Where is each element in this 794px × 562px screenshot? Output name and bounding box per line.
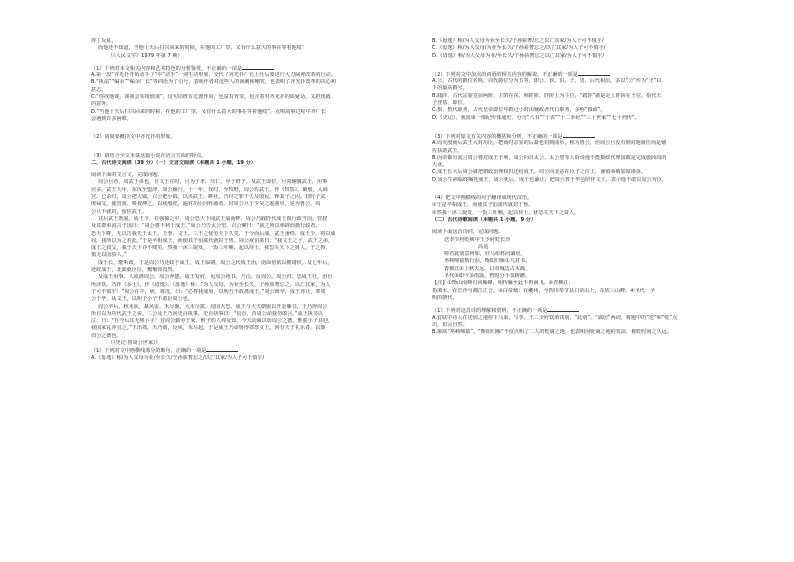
option-a: A.首联中诗人在送别之地停下马来，与李、王二少府饮酒饯别，“此别”、“谪居”两词，将题中的“送”和“贬”点	[432, 314, 678, 321]
poem-line: 圣代③即今多雨露，暂时分手莫踌躇。	[444, 273, 531, 280]
right-column	[432, 38, 762, 336]
passage-line: 公旦不就封，留佐武王。	[91, 208, 148, 215]
option-b-cont: 意志。	[91, 86, 107, 93]
passage-line: 所淫佚，乃作《多士》，作《毋逸》。《毋逸》称：“为人父母，为业至长久，子孙骄奢忘之，以亡其家，为人	[91, 281, 331, 288]
question-2-2: （2）下列对文中加点的词语的相关内容的解说，不正确的一项是	[432, 71, 762, 78]
passage-line: 还政成王，北面就臣位，匔匔如畏然。	[91, 267, 178, 274]
translate-sentence-2: ②然我一沐三捉发，一饭三吐哺，起以待士，犹恐失天下之贤人。	[432, 209, 580, 216]
passage-line: 宫。已杀纣，周公把大钺，召公把小钺，以夹武王，衅社，告纣之罪于天及殷民。释箕子之囚。封纣子武	[91, 194, 326, 201]
source-citation: （《史记·鲁周公世家》）	[108, 339, 161, 346]
passage-line: 慎无以国骄人。”	[91, 252, 127, 259]
passage-line: 周公之德也。	[91, 332, 122, 339]
option-c-cont: 的意外。	[91, 101, 112, 108]
poem-line: 巫峡啼猿数行泪，衡阳归雁①几封书。	[444, 258, 531, 265]
option-b: B.践阼，古代宗庙堂前两阶，主阶在东，称阼阶，阼阶上为主位，“践阼”就是走上阼阶在王位，指代天	[432, 92, 662, 99]
option-c: C.成王长大后周公就把朝政治理权归还给成王，周公向北站在臣子之位上，谨慎恭敬加度谨诉。	[432, 169, 647, 176]
poem-note: 【注】①衡山南峰有回雁峰，相传雁至此不再南飞。②青枫江：	[432, 280, 574, 287]
passage-line: 及其群弟流言于国曰：“周公将不利于成王。”周公乃告太公望、召公奭曰：“我之所以弗辟而摄行政者，	[91, 223, 321, 230]
text-line: 得了反证。	[91, 38, 117, 44]
option-a-cont: 下的最高爵号。	[432, 85, 468, 92]
question-3: （3）请结合全文本谈这篇小说在语言方面的特点。	[91, 152, 207, 159]
passage-line: 周公卒后，秋未获，暴风雷，禾尽偃，大木尽拔。周国大恐。成王与大夫朝服以开金縢书，王乃得周公	[98, 303, 328, 310]
option-b-cont: 子登基，即位。	[432, 100, 468, 107]
reading-instruction: 阅读下面这首诗词，完成问题。	[432, 229, 504, 236]
option-a-cont: 出，扣灵自然。	[432, 321, 468, 328]
section-heading: （二）古代诗歌阅读（本题共 1 小题，9 分）	[432, 216, 537, 223]
poem-note-cont: 指浏水，在长沙与湘江汇合。③白帝城：在夔州，今四川奉节县白帝山上，东依三山峰。④圣代：圣	[432, 287, 656, 294]
option-d: D.《史记》，我国第一部纪传体通史，分为“八书”“十表”“十二本纪”“三十世家”“七十列传”。	[432, 114, 640, 121]
answer-blank	[578, 71, 610, 76]
question-2-1: （1）下列对文中画横线部分的断句，正确的一项是	[91, 347, 421, 354]
question-2-3: （3）下列对原文有关内容的概括和分析，不正确的一项是	[432, 133, 762, 140]
option-a: A.周灭殷商后武王大封功臣，把商纣宗室的后裔也封到曲阜，称为鲁公，但周公旦没有到封地就任而是辅	[432, 140, 667, 147]
question-3-1: （1）下列对这首诗的理解和赏析，不正确的一项是	[432, 307, 762, 314]
passage-line: 我国家礼亦宜之。”王出郊，天乃雨，反风，禾尽起。于是成王乃命鲁得郊祭文王。鲁有天子礼乐者，以褒	[91, 325, 326, 332]
section-heading: 二、古代诗文阅读（39 分）（一）文言文阅读（本题共 1 小题，19 分）	[91, 159, 256, 166]
option-c: C.《毋逸》称/为人父母/为业至长久/子孙骄奢忘之/以亡其家/为人子可不慎乎/	[432, 45, 606, 52]
passage-line: 周公旦者，周武王弟也。自文王在时，旦为子孝，笃仁，异于群子。及武王即位，旦常辅翼武王，用事	[98, 179, 328, 186]
option-b-cont: 大业。	[432, 162, 448, 169]
question-1: （1）下列对本文相关内容和艺术特色的分析鉴赏，不正确的一项是	[91, 65, 421, 72]
question-2: （2）请简要概括文中齐光扑的形象。	[91, 134, 176, 141]
answer-blank	[242, 65, 274, 70]
option-b: B.颔联“巫峡啼猿”、“衡阳归雁”不仅点明了二人的贬谪之地，也表明因贬谪之地的荒凉，被贬时间之久远。	[432, 329, 672, 336]
passage-line: 居多。武王九年，东伐至盟津，周公辅行。十一年，伐纣，至牧野，周公佐武王，作《牧誓》。破殷，入商	[91, 186, 328, 193]
question-2-4: （4）把文中画横线的句子翻译成现代汉语。	[432, 195, 533, 202]
poem-line: 嗟君此别意何如，驻马衔杯问谪居。	[444, 251, 526, 258]
answer-blank	[563, 133, 595, 138]
option-d: D.《毋逸》称/为人父母为业/至长久/子孙骄奢忘之以亡其家/为人子可不慎乎/	[432, 52, 605, 59]
option-a-cont: 佐扶助武王。	[432, 147, 463, 154]
option-b: B.“执法”“编余”“编余厂长”等词语为了引号，表明作者对这些人的讽刺和嘲笑，也表明了齐光扑改革的决心和	[91, 79, 337, 86]
passage-line: 恐天下畔，无以告我先王太王、王季、文王。三王之忧劳天下久矣，于今而后成。武王蚤终，成王少，将以成	[91, 230, 336, 237]
option-a: A.公，古代的爵位名称，周代爵位分为五等，即公、侯、伯、子、男，后代相沿，多以“公”作为“王”以	[432, 78, 662, 85]
option-d: D.“当他十天后扫兴回来的时候，在他的工厂里，又有什么意大的事在等着他哎”，点明故事过程中齐厂长	[91, 108, 326, 115]
passage-line: 泣，曰：“自今后其无缪卜乎！昔周公勤劳王家，惟予幼人弗及知。今天动威以彰周公之德，惟朕小子其迎，	[91, 318, 334, 325]
passage-line: 其后武王既崩，成王少，在强葆之中。周公恐天下闻武王崩而畔，周公乃践阼代成王摄行政当国。管叔	[98, 215, 328, 222]
text-line: 而他还不知道，当他十天后扫兴回来的时候，在他的工厂里，又有什么意大的事在等着他哎！	[98, 45, 307, 52]
option-c: C.“你找他谈，谈我会实现谁谈”，这句话既有过渡作用，也富有胃里，包含着对齐光扑的质疑话，又担忧敌	[91, 94, 331, 101]
poem-title: 送李少府贬峡中王少府贬长沙	[444, 236, 511, 243]
option-b: B.《毋逸》称/为人父母为业至长久/子孙骄奢/忘之以亡其家/为人子可不慎乎/	[432, 38, 604, 44]
passage-line: 公于毕，从文王，以明予小子不敢臣周公也。	[91, 296, 193, 303]
source-citation: （《人民文学》1979 年第 7 期）	[108, 52, 183, 59]
option-c: C.摄，暂代职务，古代皇帝即位年龄过小时由辅政者代行职务，多称“摄政”。	[432, 107, 606, 114]
answer-blank	[547, 307, 579, 312]
passage-line: 成王长，能听政。于是周公乃还政于成王，成王临朝。周公之代成王治，南面倍依以朝诸侯。及七年后，	[98, 259, 333, 266]
passage-line: 子可不慎乎！”周公在丰，病，将没，曰：“必葬我成周，以明吾不敢离成王。”周公既卒，成王亦让，葬周	[91, 288, 326, 295]
passage-line: 成王之叔父，我于天下亦不贱矣。然我一沐三捉发，一饭三吐哺，起以待士，犹恐失天下之贤人。子之鲁，	[91, 245, 331, 252]
poem-note-cont: 明的朝代。	[432, 294, 458, 301]
option-a: A.《毋逸》称/为人父母为业/至长久/子孙骄奢忘之/以亡其家/为人子可不慎乎/	[91, 354, 265, 361]
option-d: D.周公生病临终嘱托成王，周公死后，成王也谦让，把周公葬于毕邑陪伴文王，表示他不敢以周公为臣。	[432, 176, 667, 183]
option-b: B.因帝都有流言周公将对成王不利，周公向召太公、太公望等人诉说他不能摄政代理国政是完成殷商周的	[432, 154, 667, 161]
passage-line: 周，我所以为之若此。”于是卒相成王，而使其子伯禽代就封于鲁。周公戒伯禽曰：“我文王之子，武王之弟，	[91, 237, 334, 244]
option-d-cont: 会遇到许多困难。	[91, 115, 132, 122]
poem-author: 高适	[478, 243, 489, 250]
option-a: A.第一段“齐光扑开始动手了”中“动手”一词生动形象，交代了齐光扑厂长上任后要进行大刀阔斧改革的行动。	[91, 72, 336, 79]
reading-instruction: 阅读下面的文言文，完成问题。	[91, 172, 163, 179]
passage-line: 所自以为功代武王之说。二公及王乃问史百执事，史百执事曰：“信有，昔周公命我勿敢言。”成王执书以	[91, 310, 323, 317]
poem-line: 青枫江②上秋天远，白帝城边古木疏。	[444, 265, 531, 272]
passage-line: 庚禄父，使管叔、蔡叔傅之，以续殷祀。遍封功臣同姓戚者。封周公旦于少昊之虚曲阜，是为鲁公。周	[91, 201, 321, 208]
answer-blank	[206, 347, 238, 352]
left-column	[91, 38, 421, 362]
passage-line: 及成王用事，人或谮周公，周公奔楚。成王发府，见周公祷书，乃泣，反周公。周公归，恐成王壮，治有	[98, 274, 333, 281]
translate-sentence-1: ①于是卒相成王，而使其子伯禽代就封于鲁。	[432, 202, 534, 209]
